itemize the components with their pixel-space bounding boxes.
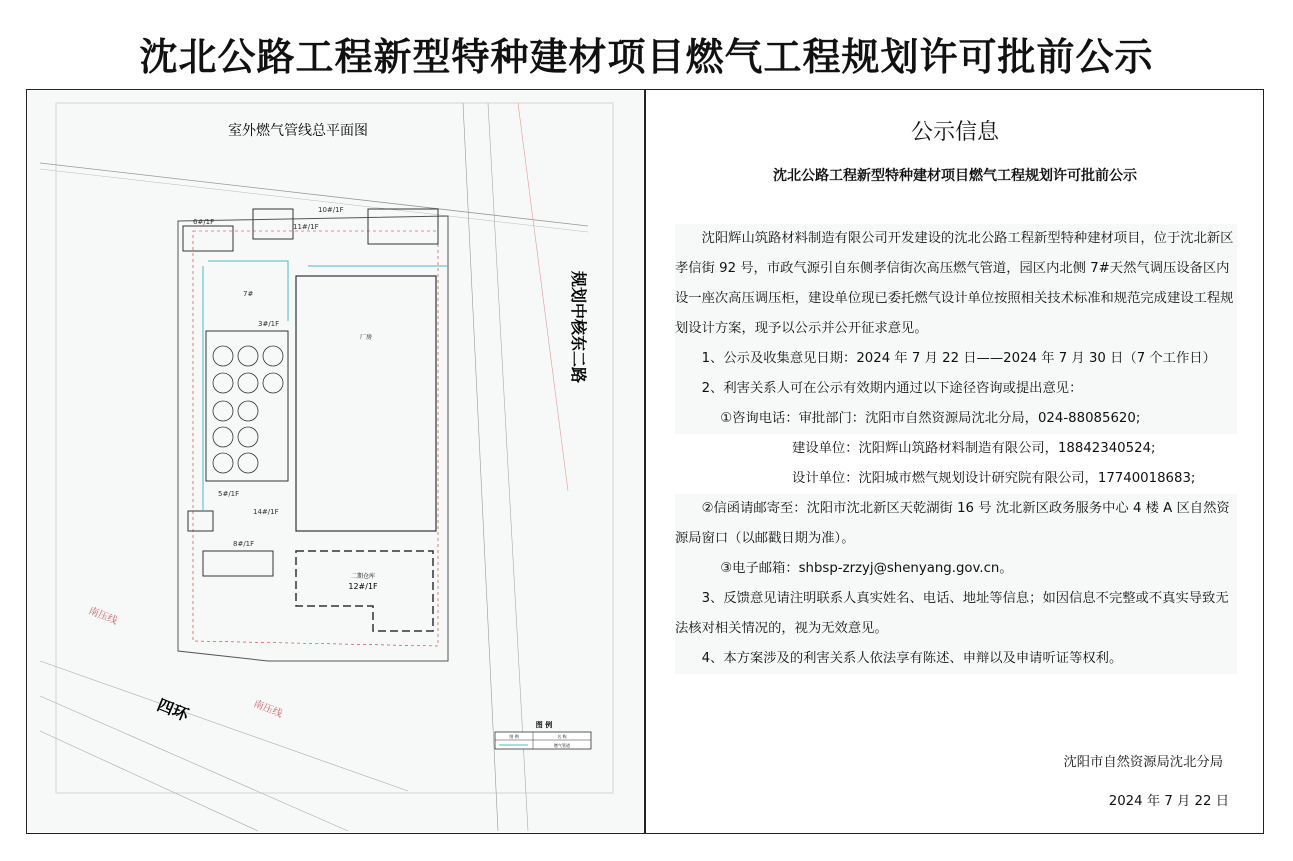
warehouse-label: 二期仓库 [350,573,376,580]
svg-text:名 称: 名 称 [557,734,567,739]
page-title: 沈北公路工程新型特种建材项目燃气工程规划许可批前公示 [139,35,1154,79]
road-label-east: 规划中核东二路 [569,271,588,384]
phone-builder: 建设单位：沈阳辉山筑路材料制造有限公司，18842340524; [675,434,1237,464]
map-title: 室外燃气管线总平面图 [228,123,368,139]
building-label: 6#/1F [193,218,215,226]
building-label: 14#/1F [253,508,279,516]
line-label: 南压线 [251,698,284,721]
signature: 沈阳市自然资源局沈北分局 [1063,755,1223,770]
plant-label: 厂房 [359,334,373,341]
legend-title: 图 例 [535,721,553,729]
item-2: 2、利害关系人可在公示有效期内通过以下途径咨询或提出意见： [701,381,1083,396]
building-label: 11#/1F [293,223,319,231]
building-label: 3#/1F [258,320,280,328]
phone-approval: ①咨询电话：审批部门：沈阳市自然资源局沈北分局，024-88085620; [720,411,1141,426]
legend [495,720,591,749]
mail-address: ②信函请邮寄至：沈阳市沈北新区天乾湖街 16 号 沈北新区政务服务中心 4 楼 A 区自然资源局窗口（以邮戳日期为准）。 [675,501,1230,546]
building-label: 8#/1F [233,540,255,548]
notice-subtitle: 沈北公路工程新型特种建材项目燃气工程规划许可批前公示 [773,168,1137,184]
item-3: 3、反馈意见请注明联系人真实姓名、电话、地址等信息；如因信息不完整或不真实导致无法核对相关情况的，视为无效意见。 [675,591,1229,636]
svg-text:图 例: 图 例 [509,734,519,739]
notice-panel [647,91,1263,832]
panel-divider [644,89,646,834]
svg-text:燃气管道: 燃气管道 [554,743,570,748]
phone-designer: 设计单位：沈阳城市燃气规划设计研究院有限公司，17740018683; [675,464,1237,494]
notice-body [675,224,1237,674]
building-label: 5#/1F [218,490,240,498]
line-label: 南压线 [86,605,119,628]
intro-paragraph: 沈阳辉山筑路材料制造有限公司开发建设的沈北公路工程新型特种建材项目，位于沈北新区孝信街 92 号，市政气源引自东侧孝信街次高压燃气管道，园区内北侧 7#天然气调压设备区内设一座次高压调压柜，建设单位现已委托燃气设计单位按照相关技术标准和规范完成建设工程规划设计方案，现予以公示并公开征求意见。 [675,231,1234,336]
building-label: 10#/1F [318,206,344,214]
building-label: 7# [243,290,254,298]
item-1: 1、公示及收集意见日期：2024 年 7 月 22 日——2024 年 7 月 30 日（7 个工作日） [701,351,1216,366]
email-address[interactable]: ③电子邮箱：shbsp-zrzyj@shenyang.gov.cn。 [720,561,1013,576]
notice-heading: 公示信息 [910,120,999,145]
notice-date: 2024 年 7 月 22 日 [1108,794,1229,809]
road-label-south: 四环 [154,695,192,725]
item-4: 4、本方案涉及的利害关系人依法享有陈述、申辩以及申请听证等权利。 [701,651,1123,666]
warehouse-floor: 12#/1F [348,582,378,591]
site-plan-map [28,91,643,832]
